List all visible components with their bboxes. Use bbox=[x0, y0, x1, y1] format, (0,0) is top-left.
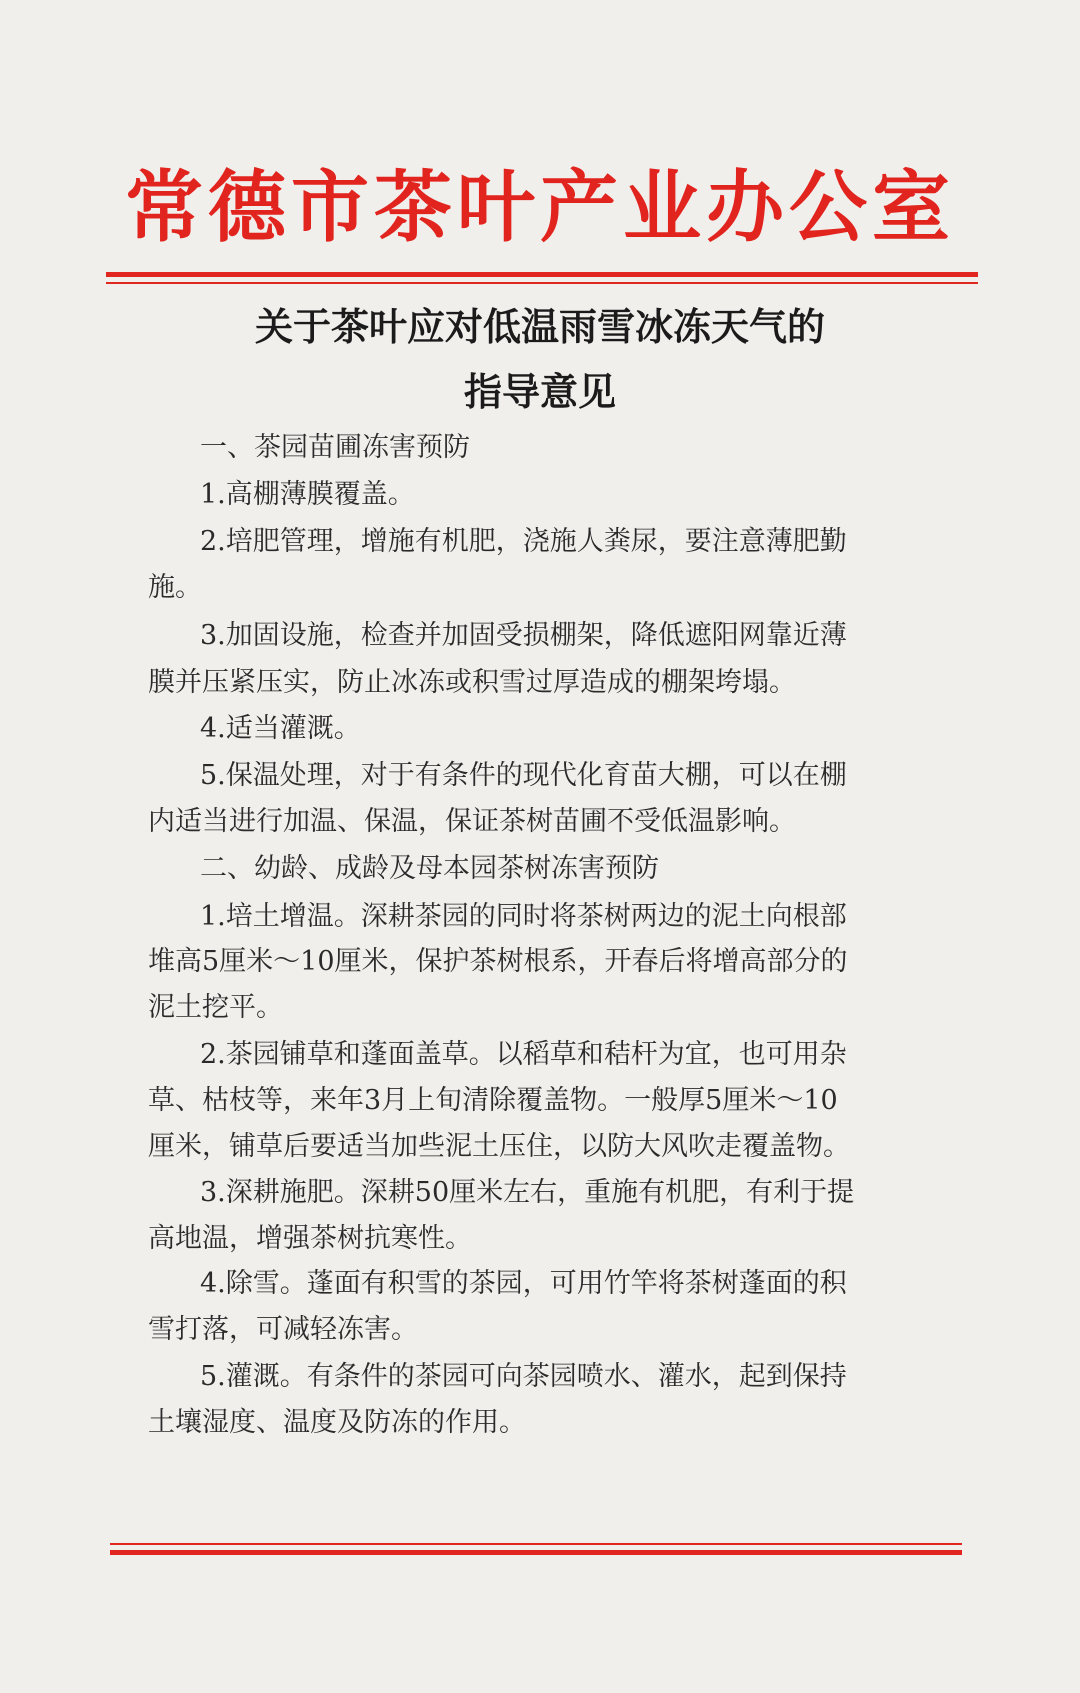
letterhead-org-name: 常德市茶叶产业办公室 bbox=[124, 162, 955, 253]
letterhead-thick-rule bbox=[106, 272, 978, 277]
footer-thin-rule bbox=[110, 1543, 962, 1545]
body-line: 2.培肥管理，增施有机肥，浇施人粪尿，要注意薄肥勤 bbox=[200, 526, 847, 557]
body-line: 施。 bbox=[148, 572, 202, 603]
body-line: 厘米，铺草后要适当加些泥土压住，以防大风吹走覆盖物。 bbox=[148, 1131, 850, 1162]
body-line: 内适当进行加温、保温，保证茶树苗圃不受低温影响。 bbox=[148, 806, 796, 837]
body-line: 2.茶园铺草和蓬面盖草。以稻草和秸杆为宜，也可用杂 bbox=[200, 1039, 847, 1070]
section-heading-1: 一、茶园苗圃冻害预防 bbox=[200, 432, 470, 463]
body-line: 泥土挖平。 bbox=[148, 992, 283, 1023]
body-line: 高地温，增强茶树抗寒性。 bbox=[148, 1223, 472, 1254]
letterhead-thin-rule bbox=[106, 282, 978, 284]
body-line: 3.深耕施肥。深耕50厘米左右，重施有机肥，有利于提 bbox=[200, 1177, 855, 1208]
body-line: 1.高棚薄膜覆盖。 bbox=[200, 479, 415, 510]
body-line: 土壤湿度、温度及防冻的作用。 bbox=[148, 1407, 526, 1438]
body-line: 膜并压紧压实，防止冰冻或积雪过厚造成的棚架垮塌。 bbox=[148, 667, 796, 698]
document-title-line-2: 指导意见 bbox=[463, 369, 616, 414]
body-line: 5.保温处理，对于有条件的现代化育苗大棚，可以在棚 bbox=[200, 760, 847, 791]
body-line: 5.灌溉。有条件的茶园可向茶园喷水、灌水，起到保持 bbox=[200, 1361, 847, 1392]
body-line: 1.培土增温。深耕茶园的同时将茶树两边的泥土向根部 bbox=[200, 901, 847, 932]
footer-thick-rule bbox=[110, 1550, 962, 1555]
document-title-line-1: 关于茶叶应对低温雨雪冰冻天气的 bbox=[254, 304, 825, 349]
body-line: 4.适当灌溉。 bbox=[200, 713, 361, 744]
body-line: 草、枯枝等，来年3月上旬清除覆盖物。一般厚5厘米～10 bbox=[148, 1085, 838, 1116]
body-line: 4.除雪。蓬面有积雪的茶园，可用竹竿将茶树蓬面的积 bbox=[200, 1268, 847, 1299]
body-line: 堆高5厘米～10厘米，保护茶树根系，开春后将增高部分的 bbox=[148, 946, 848, 977]
body-line: 3.加固设施，检查并加固受损棚架，降低遮阳网靠近薄 bbox=[200, 620, 847, 651]
body-line: 雪打落，可减轻冻害。 bbox=[148, 1314, 418, 1345]
section-heading-2: 二、幼龄、成龄及母本园茶树冻害预防 bbox=[200, 853, 659, 884]
